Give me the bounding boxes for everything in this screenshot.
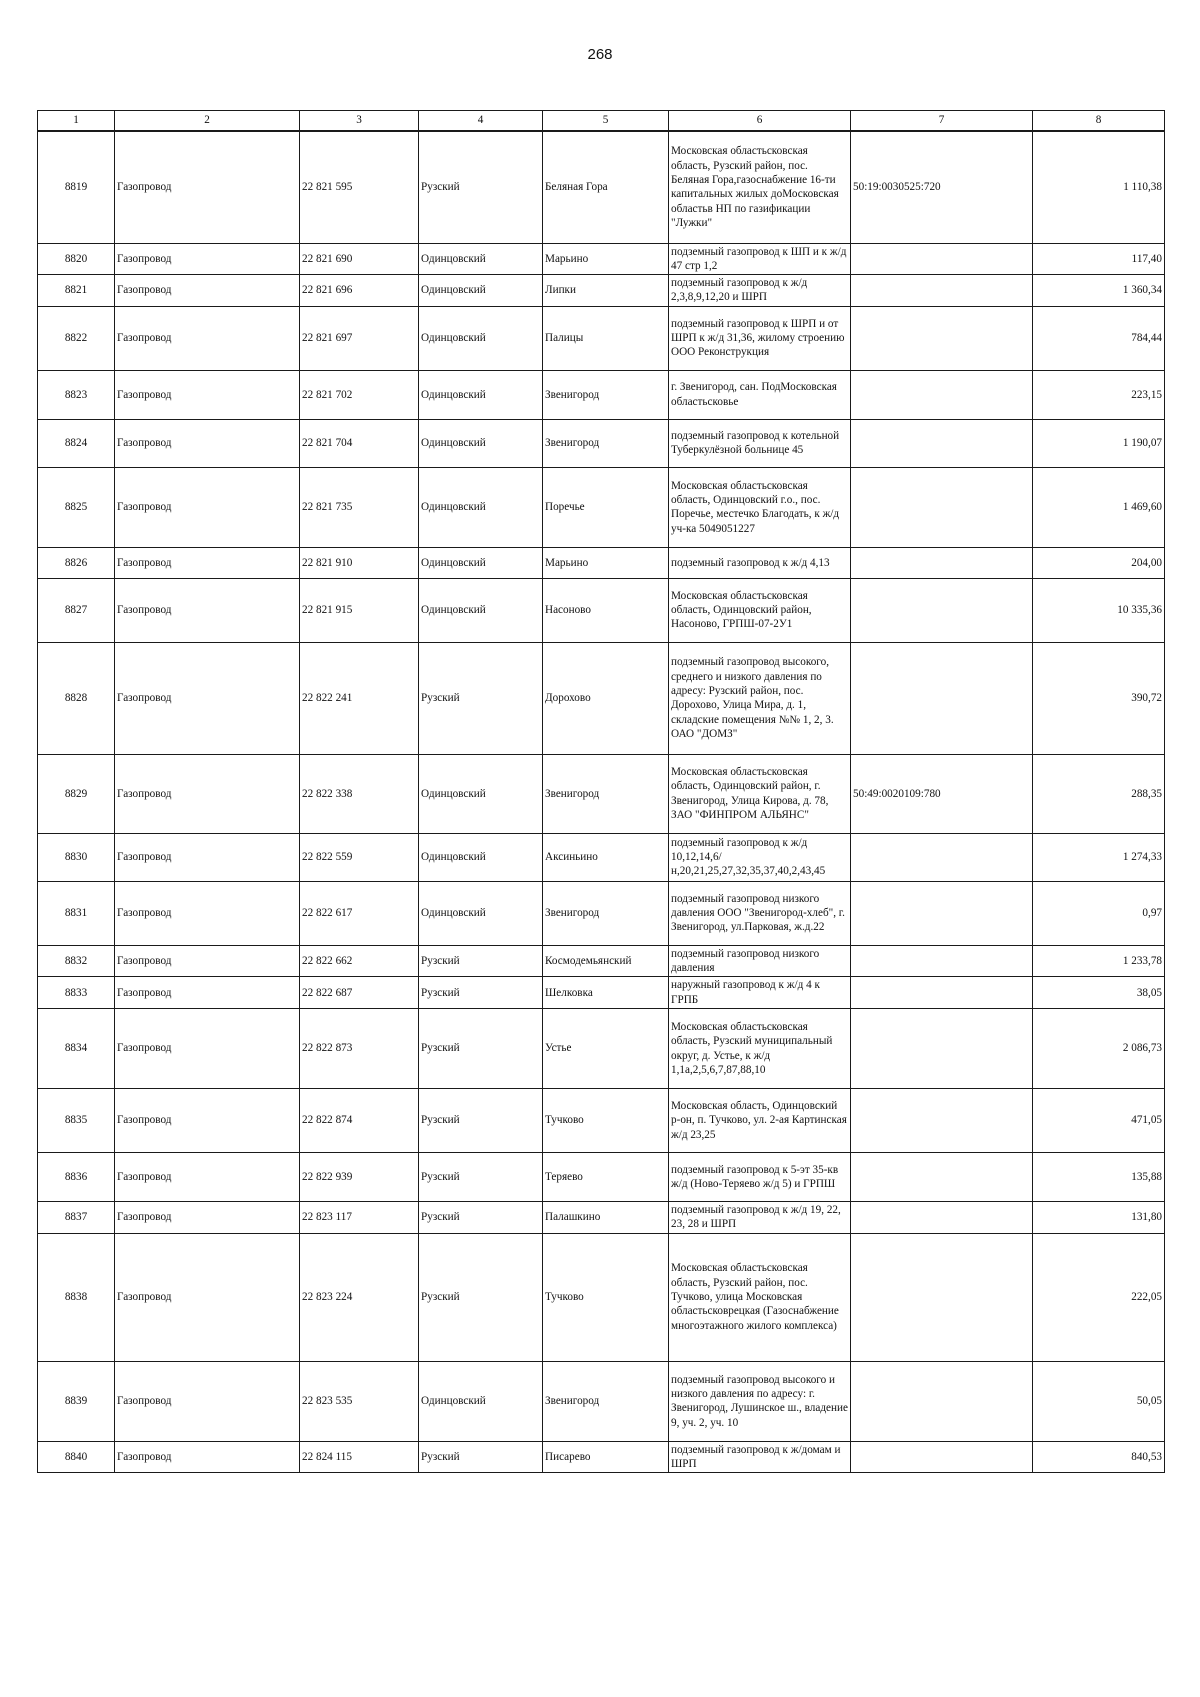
cell-number: 8834 (38, 1009, 115, 1089)
table-row (38, 754, 1165, 833)
table-header (38, 111, 1165, 132)
table-row (38, 642, 1165, 754)
cell-number: 8830 (38, 833, 115, 881)
cell-number: 8826 (38, 547, 115, 578)
cell-number: 8819 (38, 131, 115, 243)
cell-locality: Тучково (543, 1089, 669, 1153)
cell-object-type: Газопровод (115, 977, 300, 1009)
cell-cadastral-number (851, 1441, 1033, 1473)
cell-number: 8839 (38, 1361, 115, 1441)
cell-address: Московская область, Одинцовский р-он, п. Тучково, ул. 2-ая Картинская ж/д 23,25 (669, 1089, 851, 1153)
cell-cadastral-number (851, 1233, 1033, 1361)
cell-object-type: Газопровод (115, 1361, 300, 1441)
cell-number: 8836 (38, 1153, 115, 1202)
cell-cadastral-number (851, 1089, 1033, 1153)
cell-address: Московская областьсковская область, Одинцовский район, Насоново, ГРПШ-07-2У1 (669, 578, 851, 642)
column-header: 8 (1033, 111, 1165, 132)
cell-number: 8822 (38, 306, 115, 370)
cell-number: 8835 (38, 1089, 115, 1153)
cell-cadastral-number (851, 1009, 1033, 1089)
table-row (38, 833, 1165, 881)
cell-code: 22 821 910 (300, 547, 419, 578)
cell-cadastral-number (851, 1361, 1033, 1441)
cell-cadastral-number (851, 467, 1033, 547)
cell-object-type: Газопровод (115, 1009, 300, 1089)
cell-code: 22 822 559 (300, 833, 419, 881)
header-row (38, 111, 1165, 132)
cell-address: подземный газопровод к ж/домам и ШРП (669, 1441, 851, 1473)
cell-value: 784,44 (1033, 306, 1165, 370)
cell-code: 22 822 617 (300, 881, 419, 945)
cell-district: Одинцовский (419, 1361, 543, 1441)
cell-locality: Насоново (543, 578, 669, 642)
cell-value: 471,05 (1033, 1089, 1165, 1153)
cell-address: Московская областьсковская область, Одинцовский г.о., пос. Поречье, местечко Благодать, к ж/д уч-ка 5049051227 (669, 467, 851, 547)
cell-value: 10 335,36 (1033, 578, 1165, 642)
cell-object-type: Газопровод (115, 306, 300, 370)
cell-object-type: Газопровод (115, 754, 300, 833)
cell-cadastral-number (851, 370, 1033, 419)
cell-cadastral-number (851, 1202, 1033, 1234)
cell-object-type: Газопровод (115, 578, 300, 642)
cell-number: 8838 (38, 1233, 115, 1361)
cell-value: 1 469,60 (1033, 467, 1165, 547)
column-header: 2 (115, 111, 300, 132)
table-row (38, 1153, 1165, 1202)
cell-district: Рузский (419, 131, 543, 243)
table-row (38, 467, 1165, 547)
cell-district: Рузский (419, 1202, 543, 1234)
cell-code: 22 821 915 (300, 578, 419, 642)
cell-locality: Марьино (543, 547, 669, 578)
cell-district: Одинцовский (419, 306, 543, 370)
cell-locality: Писарево (543, 1441, 669, 1473)
cell-code: 22 823 224 (300, 1233, 419, 1361)
cell-object-type: Газопровод (115, 1153, 300, 1202)
cell-address: подземный газопровод к ж/д 10,12,14,6/н,20,21,25,27,32,35,37,40,2,43,45 (669, 833, 851, 881)
column-header: 7 (851, 111, 1033, 132)
cell-district: Рузский (419, 642, 543, 754)
cell-number: 8820 (38, 243, 115, 275)
cell-value: 223,15 (1033, 370, 1165, 419)
cell-object-type: Газопровод (115, 243, 300, 275)
cell-locality: Поречье (543, 467, 669, 547)
cell-code: 22 824 115 (300, 1441, 419, 1473)
cell-address: подземный газопровод к ж/д 4,13 (669, 547, 851, 578)
cell-code: 22 822 939 (300, 1153, 419, 1202)
cell-locality: Дорохово (543, 642, 669, 754)
cell-number: 8833 (38, 977, 115, 1009)
cell-locality: Аксиньино (543, 833, 669, 881)
cell-value: 1 233,78 (1033, 945, 1165, 977)
cell-district: Одинцовский (419, 419, 543, 467)
cell-object-type: Газопровод (115, 881, 300, 945)
cell-value: 0,97 (1033, 881, 1165, 945)
cell-address: подземный газопровод к 5-эт 35-кв ж/д (Ново-Теряево ж/д 5) и ГРПШ (669, 1153, 851, 1202)
cell-locality: Звенигород (543, 754, 669, 833)
cell-cadastral-number (851, 642, 1033, 754)
cell-locality: Звенигород (543, 1361, 669, 1441)
table-row (38, 547, 1165, 578)
cell-address: г. Звенигород, сан. ПодМосковская областьсковье (669, 370, 851, 419)
table-body (38, 131, 1165, 1473)
table-row (38, 306, 1165, 370)
cell-code: 22 821 696 (300, 275, 419, 307)
cell-object-type: Газопровод (115, 833, 300, 881)
cell-address: подземный газопровод к ШРП и от ШРП к ж/д 31,36, жилому строению ООО Реконструкция (669, 306, 851, 370)
cell-cadastral-number (851, 419, 1033, 467)
page-number: 268 (587, 46, 613, 63)
cell-number: 8832 (38, 945, 115, 977)
cell-value: 2 086,73 (1033, 1009, 1165, 1089)
cell-code: 22 822 338 (300, 754, 419, 833)
cell-district: Одинцовский (419, 833, 543, 881)
cell-address: подземный газопровод высокого и низкого давления по адресу: г. Звенигород, Лушинское ш., владение 9, уч. 2, уч. 10 (669, 1361, 851, 1441)
cell-object-type: Газопровод (115, 467, 300, 547)
cell-value: 1 274,33 (1033, 833, 1165, 881)
cell-district: Одинцовский (419, 243, 543, 275)
cell-code: 22 821 595 (300, 131, 419, 243)
cell-cadastral-number (851, 578, 1033, 642)
cell-code: 22 821 690 (300, 243, 419, 275)
cell-number: 8831 (38, 881, 115, 945)
cell-number: 8823 (38, 370, 115, 419)
column-header: 1 (38, 111, 115, 132)
cell-value: 222,05 (1033, 1233, 1165, 1361)
table-row (38, 1202, 1165, 1234)
cell-address: подземный газопровод высокого, среднего и низкого давления по адресу: Рузский район, пос. Дорохово, Улица Мира, д. 1, складские помещения №№ 1, 2, 3. ОАО "ДОМЗ" (669, 642, 851, 754)
cell-address: Московская областьсковская область, Одинцовский район, г. Звенигород, Улица Кирова, д. 78, ЗАО "ФИНПРОМ АЛЬЯНС" (669, 754, 851, 833)
cell-district: Одинцовский (419, 754, 543, 833)
cell-locality: Палашкино (543, 1202, 669, 1234)
cell-code: 22 821 704 (300, 419, 419, 467)
cell-address: Московская областьсковская область, Рузский район, пос. Тучково, улица Московская областьсковрецкая (Газоснабжение многоэтажного жилого комплекса) (669, 1233, 851, 1361)
cell-locality: Устье (543, 1009, 669, 1089)
cell-district: Рузский (419, 1233, 543, 1361)
cell-address: подземный газопровод к ж/д 2,3,8,9,12,20 и ШРП (669, 275, 851, 307)
cell-district: Рузский (419, 945, 543, 977)
table-row (38, 1441, 1165, 1473)
cell-value: 135,88 (1033, 1153, 1165, 1202)
cell-object-type: Газопровод (115, 275, 300, 307)
cell-locality: Теряево (543, 1153, 669, 1202)
table-row (38, 1361, 1165, 1441)
table-row (38, 131, 1165, 243)
cell-address: подземный газопровод к котельной Туберкулёзной больнице 45 (669, 419, 851, 467)
cell-locality: Тучково (543, 1233, 669, 1361)
cell-object-type: Газопровод (115, 1233, 300, 1361)
cell-number: 8837 (38, 1202, 115, 1234)
cell-code: 22 822 241 (300, 642, 419, 754)
cell-address: наружный газопровод к ж/д 4 к ГРПБ (669, 977, 851, 1009)
column-header: 6 (669, 111, 851, 132)
cell-object-type: Газопровод (115, 945, 300, 977)
cell-district: Рузский (419, 1153, 543, 1202)
cell-number: 8824 (38, 419, 115, 467)
cell-district: Рузский (419, 1089, 543, 1153)
cell-district: Одинцовский (419, 547, 543, 578)
cell-locality: Звенигород (543, 370, 669, 419)
cell-object-type: Газопровод (115, 419, 300, 467)
cell-district: Одинцовский (419, 881, 543, 945)
cell-cadastral-number (851, 547, 1033, 578)
cell-address: подземный газопровод низкого давления (669, 945, 851, 977)
cell-address: Московская областьсковская область, Рузский район, пос. Беляная Гора,газоснабжение 16-ти капитальных жилых доМосковская областьв НП по газификации "Лужки" (669, 131, 851, 243)
cell-code: 22 822 687 (300, 977, 419, 1009)
cell-object-type: Газопровод (115, 1202, 300, 1234)
cell-value: 50,05 (1033, 1361, 1165, 1441)
cell-district: Одинцовский (419, 370, 543, 419)
cell-locality: Звенигород (543, 419, 669, 467)
table-row (38, 243, 1165, 275)
cell-address: Московская областьсковская область, Рузский муниципальный округ, д. Устье, к ж/д 1,1а,2,5,6,7,87,88,10 (669, 1009, 851, 1089)
cell-code: 22 821 702 (300, 370, 419, 419)
cell-code: 22 823 535 (300, 1361, 419, 1441)
cell-value: 288,35 (1033, 754, 1165, 833)
cell-locality: Беляная Гора (543, 131, 669, 243)
cell-cadastral-number (851, 306, 1033, 370)
cell-value: 390,72 (1033, 642, 1165, 754)
cell-district: Одинцовский (419, 275, 543, 307)
table-row (38, 370, 1165, 419)
cell-code: 22 821 735 (300, 467, 419, 547)
cell-value: 1 360,34 (1033, 275, 1165, 307)
table-row (38, 1233, 1165, 1361)
column-header: 4 (419, 111, 543, 132)
cell-locality: Липки (543, 275, 669, 307)
cell-locality: Палицы (543, 306, 669, 370)
cell-code: 22 822 873 (300, 1009, 419, 1089)
cell-cadastral-number (851, 1153, 1033, 1202)
cell-object-type: Газопровод (115, 642, 300, 754)
table-row (38, 945, 1165, 977)
cell-code: 22 822 662 (300, 945, 419, 977)
cell-locality: Звенигород (543, 881, 669, 945)
cell-cadastral-number (851, 243, 1033, 275)
cell-value: 131,80 (1033, 1202, 1165, 1234)
cell-address: подземный газопровод низкого давления ООО "Звенигород-хлеб", г. Звенигород, ул.Парковая, ж.д.22 (669, 881, 851, 945)
table-row (38, 578, 1165, 642)
table-row (38, 881, 1165, 945)
cell-locality: Шелковка (543, 977, 669, 1009)
cell-value: 204,00 (1033, 547, 1165, 578)
cell-locality: Космодемьянский (543, 945, 669, 977)
cell-cadastral-number (851, 275, 1033, 307)
table-row (38, 1089, 1165, 1153)
cell-district: Одинцовский (419, 578, 543, 642)
column-header: 3 (300, 111, 419, 132)
table-row (38, 977, 1165, 1009)
cell-number: 8829 (38, 754, 115, 833)
cell-cadastral-number (851, 945, 1033, 977)
cell-cadastral-number: 50:49:0020109:780 (851, 754, 1033, 833)
cell-cadastral-number (851, 881, 1033, 945)
cell-code: 22 822 874 (300, 1089, 419, 1153)
cell-value: 38,05 (1033, 977, 1165, 1009)
cell-cadastral-number (851, 833, 1033, 881)
cell-value: 117,40 (1033, 243, 1165, 275)
cell-object-type: Газопровод (115, 370, 300, 419)
cell-object-type: Газопровод (115, 1089, 300, 1153)
cell-number: 8827 (38, 578, 115, 642)
cell-number: 8828 (38, 642, 115, 754)
table-row (38, 419, 1165, 467)
cell-code: 22 821 697 (300, 306, 419, 370)
cell-object-type: Газопровод (115, 547, 300, 578)
cell-value: 840,53 (1033, 1441, 1165, 1473)
cell-object-type: Газопровод (115, 131, 300, 243)
cell-cadastral-number: 50:19:0030525:720 (851, 131, 1033, 243)
cell-value: 1 110,38 (1033, 131, 1165, 243)
cell-number: 8840 (38, 1441, 115, 1473)
cell-address: подземный газопровод к ж/д 19, 22, 23, 28 и ШРП (669, 1202, 851, 1234)
cell-value: 1 190,07 (1033, 419, 1165, 467)
cell-object-type: Газопровод (115, 1441, 300, 1473)
cell-cadastral-number (851, 977, 1033, 1009)
table-row (38, 1009, 1165, 1089)
column-header: 5 (543, 111, 669, 132)
cell-code: 22 823 117 (300, 1202, 419, 1234)
table-row (38, 275, 1165, 307)
registry-table (37, 110, 1165, 1473)
cell-number: 8821 (38, 275, 115, 307)
cell-locality: Марьино (543, 243, 669, 275)
cell-number: 8825 (38, 467, 115, 547)
cell-address: подземный газопровод к ШП и к ж/д 47 стр 1,2 (669, 243, 851, 275)
cell-district: Одинцовский (419, 467, 543, 547)
cell-district: Рузский (419, 977, 543, 1009)
cell-district: Рузский (419, 1009, 543, 1089)
cell-district: Рузский (419, 1441, 543, 1473)
